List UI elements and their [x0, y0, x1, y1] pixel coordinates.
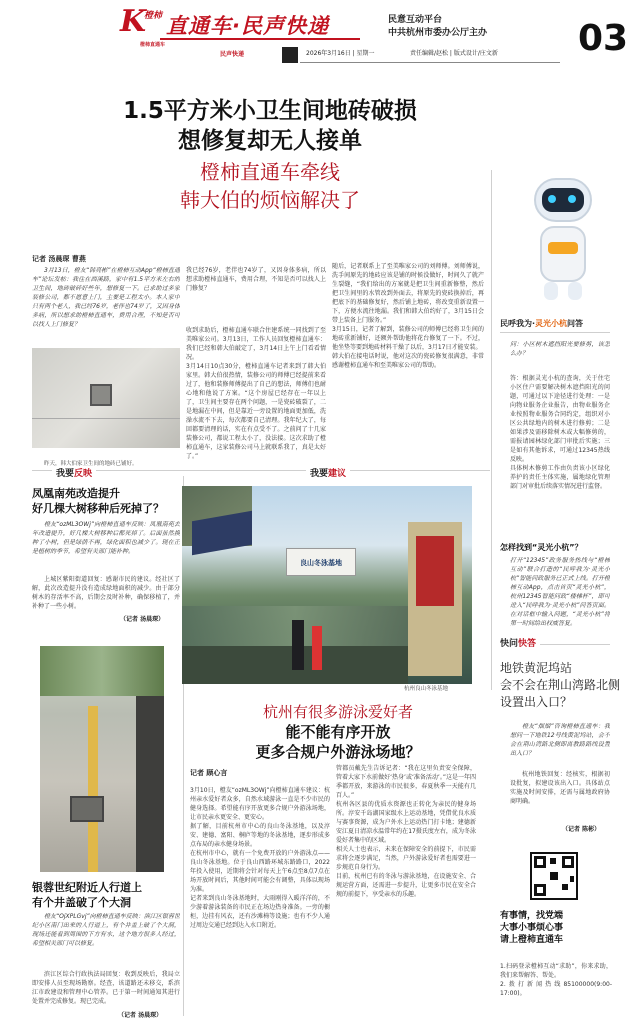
sidewalk-photo — [40, 646, 164, 872]
reflect-label: 我要反映 — [52, 468, 96, 481]
logo-sub: 橙柿直通车 — [140, 42, 166, 48]
host-line-1: 民意互动平台 — [388, 15, 443, 25]
logo-small: 橙柿 — [144, 11, 163, 21]
how-text: 打开“12345”政务服务热线与“橙柿互动”联合打造的“民呼我为·灵光小杭”智能问政服务已正式上线。打开橙柿互动App，点击首页“灵光小杭”，杭州12345智能问政“楼梯杯”，即可进入“民呼我为·灵光小杭”问答页面。在对话框中输入问题，“灵光小杭”将第一时间给出权威答复。 — [510, 557, 610, 627]
side-question: 问：小区树木遮挡阳光要修剪，该怎么办？ — [510, 341, 610, 357]
suggest-col-2: 管都员戴先生告诉记者：“我在这里负责安全保障，管着大家下水前做好‘热身’或‘准备活动’。”这是一年四季都开放，来游泳的市民很多，春夏秋季一天能有几百人。” 杭州各区县的优质水资源也正转化为亲民的健身场所。淳安千岛湖国家级水上运动基地，凭借优良水质与赛事资源，成为户外水上运动热门打卡地；建德新安江夏日清凉水温常年约在17摄氏度左右，成为冬泳爱好者集中的区域。 相关人士也表示，未来在保障安全的前提下，市民需求将会逐步满足，当然，户外游泳爱好者也需要进一步规范自身行为。 目前，杭州已有的冬泳与游泳基地，在设施安全、合规运营方面，还需进一步提升，让更多市民在安全合规的前提下，享受亲水的乐趣。 — [336, 765, 476, 898]
masthead-logo — [120, 6, 390, 46]
reflect-reply: 上城区紫阳街道回复：感谢市民的建议。经社区了解，此次改造提升没有造成绿地面积的减少。由于部分树木的存活率不高，后期会及时补种，确保移植了，并补种了一些小树。 — [32, 576, 180, 610]
quick-body: 橙友“烟烟”咨询橙柿直通车：我想问一下地铁12号线黄泥坞站，会不会在荆山湾路北侧即离教路路线设置出入口？ — [510, 723, 610, 757]
manhole-headline: 银蓉世纪附近人行道上 有个井盖破了个大洞 — [32, 881, 142, 909]
swim-sign: 良山冬泳基地 — [286, 548, 356, 576]
manhole-reply-byline: （记者 汤晨琛） — [118, 1012, 163, 1019]
lead-headline-1: 1.5平方米小卫生间地砖破损 — [123, 98, 417, 124]
floor-drain — [90, 384, 112, 406]
lead-byline: 记者 汤晨琛 曹燕 — [32, 255, 86, 263]
quick-label: 快问快答 — [500, 638, 540, 651]
lead-col-3: 随后，记者联系上了至美唯家公司的刘师傅。刘师傅说，洗手间原先的地砖应该是铺的时候没做好，时间久了就产生裂缝，“我们给出的方案就是把卫生间重新修整，然后把卫生间里的水管改到外面去，将原先的瓷砖换掉后，再把底下的基础修复好，然后铺上地砖，将改变重新设置一下，方便水流往地漏。我们和韩大伯约好了，3月15日会带上装备上门服务。” 3月15日，记者了解到，装修公司的师傅已经将卫生间的地砖重新铺好，还额外帮助他将花台修复了一下。不过，他坐垫等要到地砖材料干燥了以后，3月17日才能安装。 韩大伯在接电话时说，他对这次的瓷砖修复很满意，非常感谢橙柿直通车和至美唯家公司的帮助。 — [332, 263, 484, 369]
swim-photo-caption: 杭州良山冬泳基地 — [404, 686, 449, 692]
masthead-rule — [300, 62, 560, 63]
lead-intro: 3月13日，橙友“韩亮彬”在橙柿互动App“橙柿直通车”论坛发帖：我住在西溪路，家中有1.5平方米左右的卫生间，地砖破碎好些年，想修复一下。已求助过多家装修公司，都不愿意上门，主要是工程太小。本人家中只有两个老人，我已经76岁，老伴也74岁了，又因身体多病，所以想求助橙柿直通车，费用合理，不知是否可以找人上门修复？ — [32, 267, 180, 328]
broken-manhole — [70, 796, 104, 822]
quick-headline: 地铁黄泥坞站 会不会在荆山湾路北侧 设置出入口？ — [500, 661, 621, 709]
lead-subhead-1: 橙柿直通车牵线 — [200, 160, 340, 184]
logo-sub2: 民声快递 — [220, 51, 245, 58]
manhole-reply: 滨江区综合行政执法局回复：收到反映后，我局立即安排人员至现场勘察。经查，该道路还未移交，系滨江市政建设和管理中心管养。已于第一时间通知其进行处置并完成修复。现已完成。 — [32, 971, 180, 1005]
swim-base-photo — [182, 486, 472, 684]
side-title: 民呼我为·灵光小杭问答 — [500, 319, 584, 328]
lead-headline-block — [60, 96, 480, 214]
suggest-headline: 杭州有很多游泳爱好者 能不能有序开放 更多合规户外游泳场地？ — [255, 703, 421, 761]
side-answer: 答：根据灵光小杭的查询，关于住宅小区住户需要解决树木遮挡阳光的问题，可通过以下途径进行处理：一是向物业服务企业报告，由物业服务企业按照物业服务合同约定，组织对小区公共绿地内的树木进行修剪；二是如果涉及需移除树木或大幅修剪的，需报请园林绿化部门审批后实施；三是如有其他诉求，可通过12345热线反映。 具体树木修剪工作由负责该小区绿化养护的责任主体实施，属地绿化管理部门对审批后续落实情况进行监督。 — [510, 375, 610, 490]
contact-line-1: 1.扫码登录橙柿互动“求助”，你来求助，我们来帮解答、帮处。 — [500, 963, 612, 979]
lead-headline-2: 想修复却无人接单 — [178, 128, 362, 154]
suggest-byline: 记者 顾心言 — [190, 769, 228, 777]
tactile-paving — [88, 706, 98, 872]
contact-line-2: 2.拨打新闻热线85100000(9:00-17:00)。 — [500, 981, 612, 997]
reflect-reply-byline: （记者 汤晨琛） — [120, 616, 165, 623]
reflect-headline: 凤凰南苑改造提升 好几棵大树移种后死掉了？ — [32, 487, 164, 515]
quick-reply: 杭州地铁回复：经核实，根据初设批复，拟建设该出入口。具体站点实施及时间安排，还需与属地政府协商明确。 — [510, 771, 610, 805]
lead-col-2: 收到求助后，橙柿直通车联合住建系统一同找到了至美唯家公司。3月13日，工作人员回复橙柿直通车：我们已经和韩大伯敲定了，3月14日上午上门看看情况。 3月14日10点30分，橙柿直通车记者来到了韩大伯家里。韩大伯很热情，装修公司的师傅已经提前来看过了，他和装修师傅提出了自己的想法，师傅们也耐心地和他说了方案。“这个房屋已经存在一年以上了，卫生间主要存在两个问题，一是瓷砖破裂了，二是地漏在中间，但是靠近一旁设置的地面更加低，洗澡水流不下去，每次都要自己清理。我年纪大了，每回都要清理的话，实在有点受不了。之前问了十几家装修公司，都说工程太小了，没法接。这次求助了橙柿直通车，这家装修公司马上就联系我了，真是太好了。” — [186, 327, 326, 460]
logo-underline — [160, 38, 360, 40]
page-number: 03 — [578, 18, 629, 59]
contact-lines — [500, 962, 612, 1014]
lead-photo — [32, 348, 180, 448]
masthead — [0, 0, 642, 78]
how-title: 怎样找到“灵光小杭”？ — [500, 543, 583, 552]
manhole-body: 橙友“OjXPLGvj”向橙柿直通车反映：滨江区银蓉世纪小区南门出来的人行道上，有个井盖上破了个大洞，现场还能看到周围的下方有水，这个地方很多人经过，希望相关部门可以修复。 — [32, 913, 180, 947]
suggest-label: 我要建议 — [306, 468, 350, 481]
robot-mascot — [526, 172, 600, 310]
reflect-body: 橙友“ozML3OWj”向橙柿直通车反映：凤凰南苑去年改造提升，好几棵大树移种后都死掉了。后面虽然换种了小树，但是绿荫不再，绿化面积也减少了。现在正是植树的季节，希望有关部门能补种。 — [32, 521, 180, 555]
masthead-dark-block — [282, 47, 298, 63]
suggest-col-1: 3月10日，橙友“ozML3OWj”向橙柿直通车建议：杭州亲水爱好者众多，自然水域游泳一直是不少市民的健身选择。希望能有序开放更多合规户外游泳场地，让市民亲水更安全、更安心。 据了解，目前杭州市中心的良山冬泳基地，以及淳安、建德、富阳、桐庐等地的冬泳基地，逐步形成多点布局的亲水健身场景。 在杭州市中心，就有一个免费开放的户外游泳点——良山冬泳基地。位于良山西路环城东路路口，2022年投入使用，近期将会针对每天上午6点至8点7点在场开放时间后，其他时间可能会有调整，具体以现场为准。 记者来到良山冬泳基地时，大雨刚得入暖洋洋的，不少游着游泳装备的市民正在场边热身准备。一旁的橱柜，边挂有风衣，还有沙滩椅等设施；也有不少人通过周边交通已经到达入水口附近。 — [190, 787, 330, 929]
editors-line: 责任编辑/赵松 | 版式设计/庄文新 — [410, 50, 498, 57]
date-line: 2026年3月16日 | 星期一 — [306, 50, 375, 57]
qr-code[interactable] — [530, 852, 578, 900]
lead-subhead-2: 韩大伯的烦恼解决了 — [180, 188, 360, 212]
lead-intro-cont: 我已经76岁，老伴也74岁了，又因身体多病，所以想求助橙柿直通车，费用合理，不知是否可以找人上门修复？ — [186, 267, 326, 292]
lead-photo-caption: 昨天，韩大伯家卫生间的地砖已铺好。 — [44, 461, 138, 467]
logo-k: K — [120, 4, 147, 39]
contact-title: 有事情，找党端 大事小事烦心事 请上橙柿直通车 — [500, 911, 564, 945]
logo-text: 直通车·民声快递 — [166, 14, 329, 38]
quick-reply-byline: （记者 陈彬） — [562, 826, 601, 833]
host-line-2: 中共杭州市委办公厅主办 — [388, 28, 488, 38]
